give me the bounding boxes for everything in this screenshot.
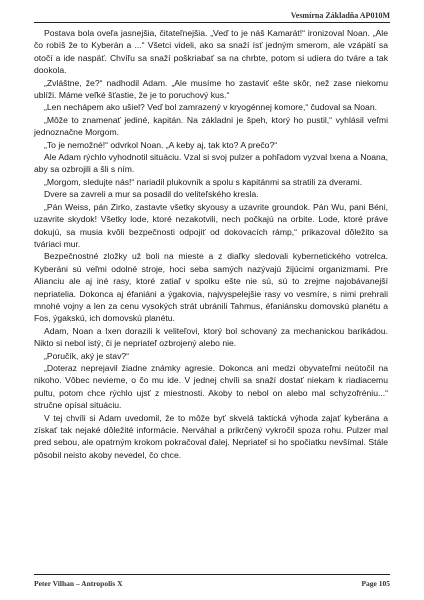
paragraph: V tej chvíli si Adam uvedomil, že to môže byť skvelá taktická výhoda zajať kyberána a získať tak nejaké dôležité informácie. Nerváhal a prikrčený vykročil spoza rohu. Pulzer mal pred sebou, ale opatrným krokom pokračoval ďalej. Nepriateľ si ho spočiatku nevšímal. Stále pôsobil neisto akoby nevedel, čo chce. <box>34 412 388 460</box>
paragraph: „Zvláštne, že?“ nadhodil Adam. „Ale musíme ho zastaviť ešte skôr, než zase niekomu ublíži. Máme veľké šťastie, že je to poruchový kus.“ <box>34 77 388 101</box>
paragraph: „Morgom, sledujte nás!“ nariadil plukovník a spolu s kapitánmi sa stratili za dverami. <box>44 176 363 187</box>
paragraph: Dvere sa zavreli a mur sa posadil do veliteľského kresla. <box>44 189 259 200</box>
running-header: Vesmírna Základňa AP010M <box>290 11 390 20</box>
paragraph: „Poručík, aký je stav?“ <box>44 350 130 361</box>
footer-author-title: Peter Vilhan – Antropolis X <box>34 579 123 588</box>
paragraph: „Pán Weiss, pán Zirko, zastavte všetky skyousy a uzavrite groundok. Pán Wu, pani Béni, uzavrite skydok! Všetky lode, ktoré nezakotvili, nech počkajú na orbite. Lode, ktoré práve dokujú, sa musia kvôli bezpečnosti odpojiť od dokovacích rámp,“ prikazoval dôležito sa tváriaci mur. <box>34 201 388 249</box>
body-text <box>34 27 388 461</box>
page-number: Page 105 <box>361 579 390 588</box>
paragraph: Bezpečnostné zložky už boli na mieste a z diaľky sledovali kybernetického votrelca. Kyberáni sú veľmi odolné stroje, hoci seba samých nazývajú žijúcimi organizmami. Pre Alianciu ale aj iné rasy, ktoré zatiaľ v spolku ešte nie sú, sú to zrejme najobávanejší nepriatelia. Dokonca aj éfaniáni a ýgakovia, najvyspelejšie rasy vo vesmíre, s nimi prehrali mnohé vojny a len za cenu vysokých strát ubránili Tahmus, éfaniánsku domovskú planétu a Fos, ýgakskú, ich domovskú planétu. <box>34 251 388 324</box>
paragraph: Adam, Noan a Ixen dorazili k veliteľovi, ktorý bol schovaný za mechanickou barikádou. Nikto si nebol istý, či je nepriateľ ozbrojený alebo nie. <box>34 325 388 349</box>
footer-rule <box>34 574 390 575</box>
paragraph: Postava bola oveľa jasnejšia, čitateľnejšia. „Veď to je náš Kamarát!“ ironizoval Noan. „Ale čo robíš že to Kyberán a ...“ Všetci videli, ako sa snaží ísť jedným smerom, ale vzápätí sa otočí a ide naspäť. Chvíľu sa snaží poškriabať sa na chrbte, potom si udiera do tváre a tak dookola. <box>34 28 388 76</box>
paragraph: „To je nemožné!“ odvrkol Noan. „A keby aj, tak kto? A prečo?“ <box>44 139 278 150</box>
paragraph: „Len nechápem ako ušiel? Veď bol zamrazený v kryogénnej komore,“ čudoval sa Noan. <box>44 102 377 113</box>
header-rule <box>34 22 390 23</box>
paragraph: „Doteraz neprejavil žiadne známky agresie. Dokonca ani medzi obyvateľmi neútočil na nikoho. Vôbec nevieme, o čo mu ide. V jednej chvíli sa snaží dostať niekam k riadiacemu pultu, potom chce rýchlo ujsť z miestnosti. Akoby to nebol on alebo mal schyzofréniu...“ stručne opísal situáciu. <box>34 362 388 411</box>
paragraph: Ale Adam rýchlo vyhodnotil situáciu. Vzal si svoj pulzer a pohľadom vyzval Ixena a Noana, aby sa ozbrojili a šli s ním. <box>34 152 388 175</box>
paragraph: „Môže to znamenať jediné, kapitán. Na základni je špeh, ktorý ho pustil,“ vyhlásil veľmi jednoznačne Morgom. <box>34 114 388 138</box>
